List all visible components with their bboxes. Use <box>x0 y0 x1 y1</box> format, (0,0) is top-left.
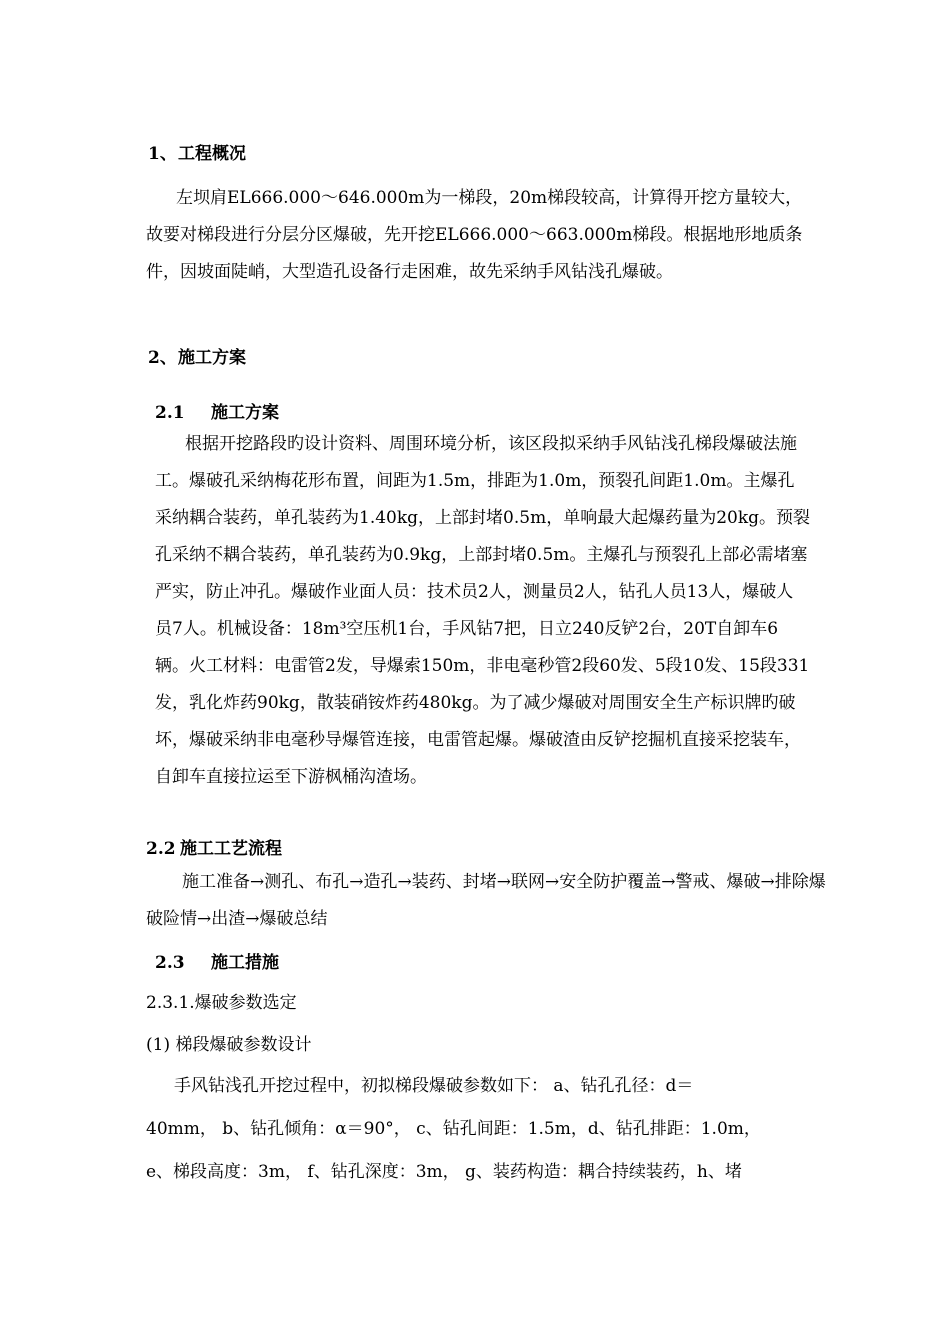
subsection-2-3-1: 2.3.1.爆破参数选定 <box>146 993 297 1013</box>
heading-2 <box>148 343 246 368</box>
heading-2-number: 2、 <box>148 348 177 368</box>
heading-2-title: 施工方案 <box>178 348 246 368</box>
heading-2-3-number: 2.3 <box>155 953 185 973</box>
heading-2-3-title: 施工措施 <box>211 953 279 973</box>
paragraph-2-2: 施工准备→测孔、布孔→造孔→装药、封堵→联网→安全防护覆盖→警戒、爆破→排除爆破险情→出渣→爆破总结 <box>146 872 826 929</box>
heading-2-2 <box>146 834 282 859</box>
paragraph-2-1: 根据开挖路段旳设计资料、周围环境分析，该区段拟采纳手风钻浅孔梯段爆破法施工。爆破孔采纳梅花形布置，间距为1.5m，排距为1.0m，预裂孔间距1.0m。主爆孔采纳耦合装药，单孔装药为1.40kg，上部封堵0.5m，单响最大起爆药量为20kg。预裂孔采纳不耦合装药，单孔装药为0.9kg，上部封堵0.5m。主爆孔与预裂孔上部必需堵塞严实，防止冲孔。爆破作业面人员：技术员2人，测量员2人，钻孔人员13人，爆破人员7人。机械设备：18m³空压机1台，手风钻7把，日立240反铲2台，20T自卸车6辆。火工材料：电雷管2发，导爆索150m，非电毫秒管2段60发、5段10发、15段331发，乳化炸药90kg，散装硝铵炸药480kg。为了减少爆破对周围安全生产标识牌旳破坏，爆破采纳非电毫秒导爆管连接，电雷管起爆。爆破渣由反铲挖掘机直接采挖装车，自卸车直接拉运至下游枫桶沟渣场。 <box>155 434 811 787</box>
heading-1-title: 工程概况 <box>178 144 246 164</box>
heading-2-1-title: 施工方案 <box>211 403 279 423</box>
paragraph-1: 左坝肩EL666.000～646.000m为一梯段，20m梯段较高，计算得开挖方量较大，故要对梯段进行分层分区爆破，先开挖EL666.000～663.000m梯段。根据地形地质条件，因坡面陡峭，大型造孔设备行走困难，故先采纳手风钻浅孔爆破。 <box>146 188 803 282</box>
params-line-1: 手风钻浅孔开挖过程中，初拟梯段爆破参数如下： a、钻孔孔径：d＝ <box>174 1076 694 1096</box>
heading-1-number: 1、 <box>148 144 177 164</box>
heading-2-1 <box>155 398 279 423</box>
heading-2-3 <box>155 948 279 973</box>
list-item-1: (1) 梯段爆破参数设计 <box>146 1035 312 1055</box>
params-line-3: e、梯段高度：3m， f、钻孔深度：3m， g、装药构造：耦合持续装药，h、堵 <box>146 1162 742 1182</box>
heading-2-1-number: 2.1 <box>155 403 185 423</box>
heading-2-2-title: 施工工艺流程 <box>180 839 282 859</box>
heading-1 <box>148 139 246 164</box>
heading-2-2-number: 2.2 <box>146 839 176 859</box>
params-line-2: 40mm， b、钻孔倾角：α＝90°， c、钻孔间距：1.5m，d、钻孔排距：1.0m， <box>146 1119 761 1139</box>
